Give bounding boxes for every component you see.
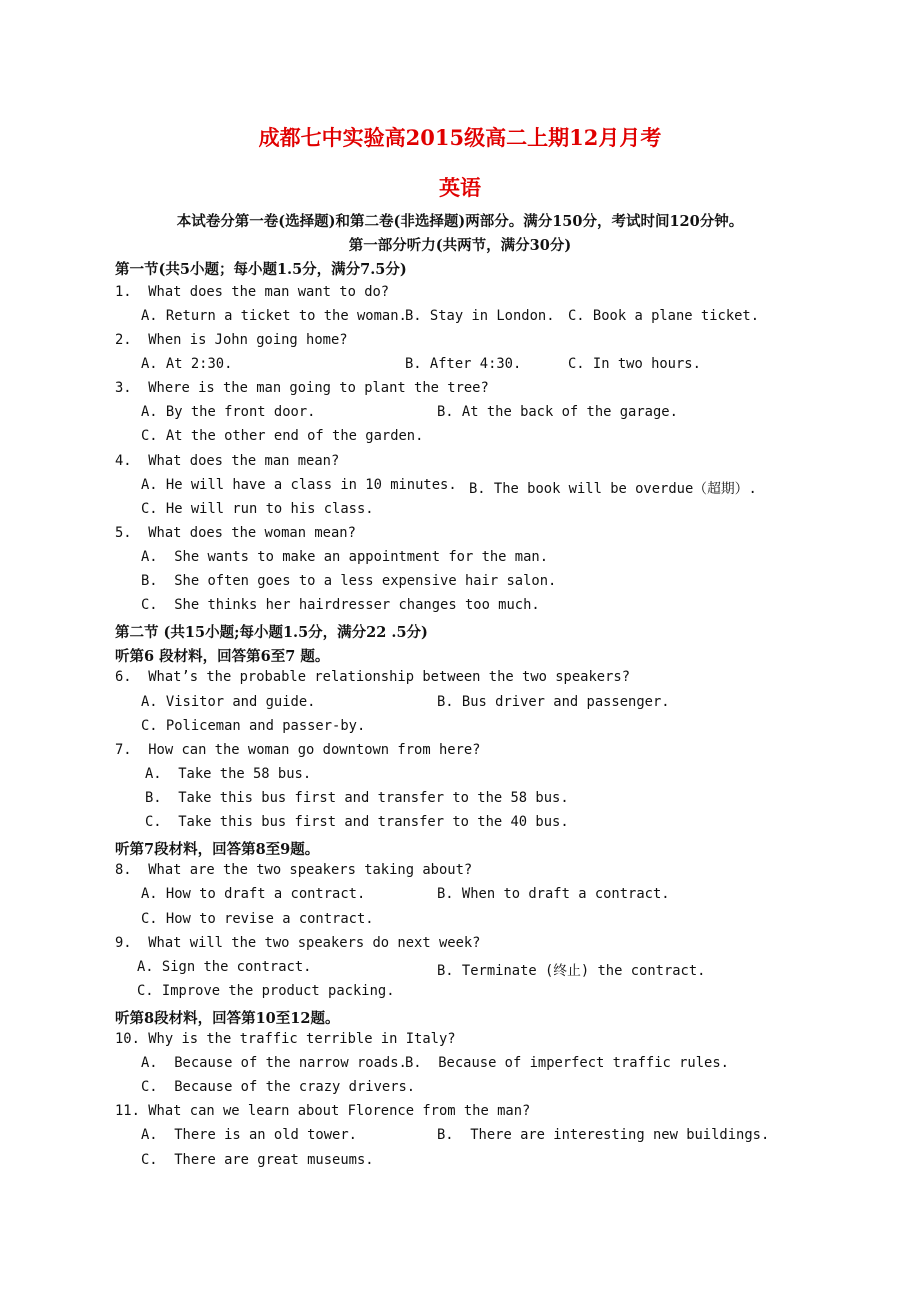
q1-stem: 1. What does the man want to do? — [115, 284, 390, 300]
q3-option-b: B. At the back of the garage. — [437, 404, 678, 420]
exam-intro: 本试卷分第一卷(选择题)和第二卷(非选择题)两部分。满分150分，考试时间120分钟。 — [176, 213, 744, 230]
q2-stem: 2. When is John going home? — [115, 332, 348, 348]
q7-option-c: C. Take this bus first and transfer to the 40 bus. — [145, 814, 569, 830]
q7-option-a: A. Take the 58 bus. — [145, 766, 312, 782]
q4-option-b: B. The book will be overdue（超期）. — [469, 481, 757, 497]
q7-option-b: B. Take this bus first and transfer to the 58 bus. — [145, 790, 569, 806]
part1-heading: 第一部分听力(共两节，满分30分) — [348, 237, 572, 254]
q5-option-b: B. She often goes to a less expensive hair salon. — [141, 573, 557, 589]
q5-stem: 5. What does the woman mean? — [115, 525, 356, 541]
q10-option-a: A. Because of the narrow roads. — [141, 1055, 407, 1071]
q9-option-b: B. Terminate (终止) the contract. — [437, 963, 706, 979]
subject-title: 英语 — [439, 175, 481, 200]
section1-heading: 第一节(共5小题；每小题1.5分，满分7.5分) — [115, 261, 407, 278]
q7-stem: 7. How can the woman go downtown from here? — [115, 742, 481, 758]
material7-heading: 听第7段材料，回答第8至9题。 — [115, 841, 320, 858]
q11-option-b: B. There are interesting new buildings. — [437, 1127, 770, 1143]
q10-option-c: C. Because of the crazy drivers. — [141, 1079, 416, 1095]
q9-stem: 9. What will the two speakers do next week? — [115, 935, 481, 951]
material6-heading: 听第6 段材料，回答第6至7 题。 — [115, 648, 330, 665]
q5-option-c: C. She thinks her hairdresser changes too much. — [141, 597, 540, 613]
q11-option-c: C. There are great museums. — [141, 1152, 374, 1168]
q8-option-b: B. When to draft a contract. — [437, 886, 670, 902]
q6-option-b: B. Bus driver and passenger. — [437, 694, 670, 710]
q2-option-a: A. At 2:30. — [141, 356, 233, 372]
q1-option-b: B. Stay in London. — [405, 308, 555, 324]
q6-option-c: C. Policeman and passer-by. — [141, 718, 366, 734]
q1-option-a: A. Return a ticket to the woman. — [141, 308, 407, 324]
q8-stem: 8. What are the two speakers taking about? — [115, 862, 473, 878]
q2-option-b: B. After 4:30. — [405, 356, 522, 372]
q1-option-c: C. Book a plane ticket. — [568, 308, 760, 324]
q2-option-c: C. In two hours. — [568, 356, 701, 372]
q8-option-a: A. How to draft a contract. — [141, 886, 366, 902]
q3-option-c: C. At the other end of the garden. — [141, 428, 424, 444]
q6-option-a: A. Visitor and guide. — [141, 694, 316, 710]
q9-option-a: A. Sign the contract. — [137, 959, 312, 975]
section2-heading: 第二节 (共15小题;每小题1.5分，满分22 .5分) — [115, 624, 428, 641]
q9-option-c: C. Improve the product packing. — [137, 983, 395, 999]
q4-stem: 4. What does the man mean? — [115, 453, 340, 469]
q5-option-a: A. She wants to make an appointment for the man. — [141, 549, 549, 565]
q3-option-a: A. By the front door. — [141, 404, 316, 420]
q3-stem: 3. Where is the man going to plant the tree? — [115, 380, 489, 396]
q10-option-b: B. Because of imperfect traffic rules. — [405, 1055, 729, 1071]
q11-stem: 11. What can we learn about Florence from the man? — [115, 1103, 531, 1119]
q11-option-a: A. There is an old tower. — [141, 1127, 357, 1143]
material8-heading: 听第8段材料，回答第10至12题。 — [115, 1010, 340, 1027]
q10-stem: 10. Why is the traffic terrible in Italy? — [115, 1031, 456, 1047]
q8-option-c: C. How to revise a contract. — [141, 911, 374, 927]
q4-option-a: A. He will have a class in 10 minutes. — [141, 477, 457, 493]
q6-stem: 6. What’s the probable relationship between the two speakers? — [115, 669, 630, 685]
q4-option-c: C. He will run to his class. — [141, 501, 374, 517]
exam-title: 成都七中实验高2015级高二上期12月月考 — [258, 125, 662, 150]
